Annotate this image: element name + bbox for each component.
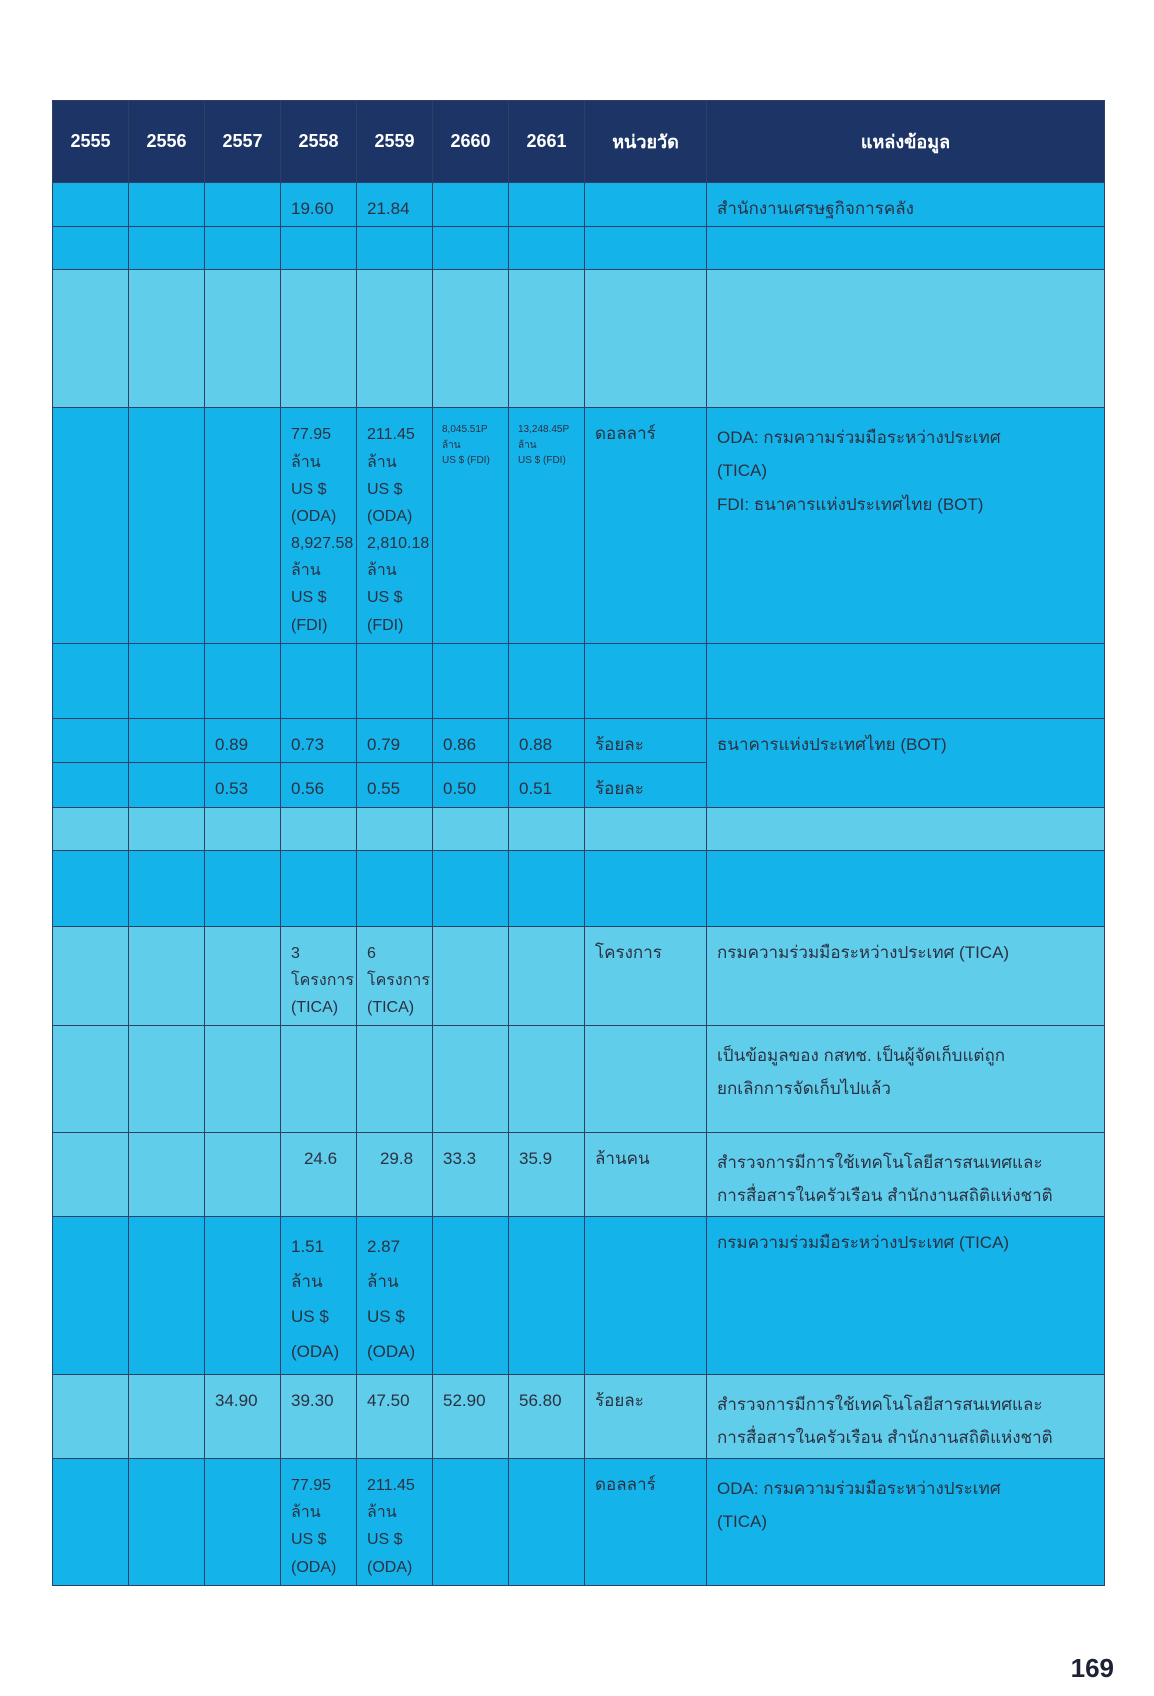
table-cell <box>357 850 433 926</box>
table-cell <box>205 1026 281 1133</box>
table-cell <box>53 1133 129 1217</box>
header-row <box>53 101 1105 183</box>
table-cell: 29.8 <box>357 1133 433 1217</box>
table-cell <box>585 1217 707 1374</box>
table-cell <box>205 1133 281 1217</box>
table-cell <box>707 270 1105 408</box>
table-cell <box>433 926 509 1026</box>
table-cell: 0.56 <box>281 763 357 807</box>
table-cell <box>433 183 509 227</box>
table-cell <box>129 1459 205 1586</box>
header-source: แหล่งข้อมูล <box>707 101 1105 183</box>
table-row <box>53 643 1105 718</box>
header-year-2661: 2661 <box>509 101 585 183</box>
table-cell <box>205 1459 281 1586</box>
table-cell: 21.84 <box>357 183 433 227</box>
table-cell <box>53 1374 129 1458</box>
table-cell: 77.95 ล้าน US $ (ODA) <box>281 1459 357 1586</box>
table-cell: 56.80 <box>509 1374 585 1458</box>
table-cell: 0.89 <box>205 718 281 762</box>
table-row <box>53 227 1105 270</box>
table-cell <box>509 807 585 850</box>
table-cell: 35.9 <box>509 1133 585 1217</box>
table-cell <box>129 227 205 270</box>
table-cell <box>129 270 205 408</box>
table-cell <box>707 850 1105 926</box>
header-unit: หน่วยวัด <box>585 101 707 183</box>
table-cell: ดอลลาร์ <box>585 1459 707 1586</box>
table-cell <box>585 1026 707 1133</box>
table-cell <box>129 926 205 1026</box>
table-cell <box>205 270 281 408</box>
table-cell: 0.53 <box>205 763 281 807</box>
table-cell <box>53 643 129 718</box>
table-cell <box>509 926 585 1026</box>
table-cell <box>53 850 129 926</box>
header-year-2555: 2555 <box>53 101 129 183</box>
table-cell <box>281 1026 357 1133</box>
table-cell <box>433 1217 509 1374</box>
table-cell <box>509 1459 585 1586</box>
table-row <box>53 850 1105 926</box>
table-cell: ร้อยละ <box>585 1374 707 1458</box>
table-body <box>53 183 1105 1586</box>
table-cell <box>433 850 509 926</box>
table-cell: ODA: กรมความร่วมมือระหว่างประเทศ (TICA) <box>707 1459 1105 1586</box>
table-cell <box>585 850 707 926</box>
table-cell <box>129 763 205 807</box>
table-cell <box>205 227 281 270</box>
table-cell <box>53 807 129 850</box>
table-cell: กรมความร่วมมือระหว่างประเทศ (TICA) <box>707 1217 1105 1374</box>
table-cell: ดอลลาร์ <box>585 408 707 644</box>
table-cell <box>281 227 357 270</box>
table-cell: 211.45 ล้าน US $ (ODA) <box>357 1459 433 1586</box>
table-row <box>53 1026 1105 1133</box>
table-cell: สำรวจการมีการใช้เทคโนโลยีสารสนเทศและ การสื่อสารในครัวเรือน สำนักงานสถิติแห่งชาติ <box>707 1374 1105 1458</box>
table-cell: 24.6 <box>281 1133 357 1217</box>
table-cell: 47.50 <box>357 1374 433 1458</box>
table-row <box>53 1133 1105 1217</box>
table-cell <box>433 1026 509 1133</box>
table-cell <box>509 1217 585 1374</box>
table-cell: 6 โครงการ (TICA) <box>357 926 433 1026</box>
table-cell <box>129 1026 205 1133</box>
table-cell: 13,248.45P ล้าน US $ (FDI) <box>509 408 585 644</box>
table-cell <box>53 1459 129 1586</box>
table-row <box>53 926 1105 1026</box>
table-cell <box>433 643 509 718</box>
table-cell <box>585 643 707 718</box>
table-cell <box>433 1459 509 1586</box>
table-cell: 0.79 <box>357 718 433 762</box>
table-cell: 0.51 <box>509 763 585 807</box>
table-cell <box>281 270 357 408</box>
table-cell <box>707 227 1105 270</box>
table-cell <box>281 807 357 850</box>
table-cell: สำนักงานเศรษฐกิจการคลัง <box>707 183 1105 227</box>
table-cell <box>433 227 509 270</box>
table-cell: 0.86 <box>433 718 509 762</box>
table-cell <box>707 643 1105 718</box>
table-cell: เป็นข้อมูลของ กสทช. เป็นผู้จัดเก็บแต่ถูก ยกเลิกการจัดเก็บไปแล้ว <box>707 1026 1105 1133</box>
table-row <box>53 807 1105 850</box>
table-cell <box>205 926 281 1026</box>
header-year-2660: 2660 <box>433 101 509 183</box>
table-row <box>53 1217 1105 1374</box>
table-cell: กรมความร่วมมือระหว่างประเทศ (TICA) <box>707 926 1105 1026</box>
table-cell <box>205 643 281 718</box>
table-cell <box>53 227 129 270</box>
table-cell: ODA: กรมความร่วมมือระหว่างประเทศ (TICA) FDI: ธนาคารแห่งประเทศไทย (BOT) <box>707 408 1105 644</box>
table-cell <box>205 807 281 850</box>
table-row <box>53 718 1105 762</box>
table-cell: 52.90 <box>433 1374 509 1458</box>
table-cell: โครงการ <box>585 926 707 1026</box>
table-cell <box>53 183 129 227</box>
table-cell <box>205 183 281 227</box>
table-cell: ธนาคารแห่งประเทศไทย (BOT) <box>707 718 1105 807</box>
table-cell <box>433 807 509 850</box>
table-cell <box>129 718 205 762</box>
table-cell <box>707 807 1105 850</box>
table-cell: ร้อยละ <box>585 763 707 807</box>
table-cell <box>509 227 585 270</box>
table-cell <box>433 270 509 408</box>
table-cell <box>357 1026 433 1133</box>
table-cell <box>357 270 433 408</box>
table-cell <box>129 850 205 926</box>
table-cell <box>129 1217 205 1374</box>
table-cell <box>281 850 357 926</box>
table-cell <box>585 183 707 227</box>
table-cell <box>205 850 281 926</box>
table-cell: ล้านคน <box>585 1133 707 1217</box>
table-cell <box>585 807 707 850</box>
table-cell <box>585 227 707 270</box>
table-cell: ร้อยละ <box>585 718 707 762</box>
table-cell <box>53 1026 129 1133</box>
table-row <box>53 270 1105 408</box>
table-row <box>53 1374 1105 1458</box>
table-cell <box>129 408 205 644</box>
table-cell: 3 โครงการ (TICA) <box>281 926 357 1026</box>
table-cell <box>357 227 433 270</box>
table-cell <box>357 807 433 850</box>
table-cell <box>53 763 129 807</box>
header-year-2559: 2559 <box>357 101 433 183</box>
table-cell <box>509 643 585 718</box>
table-cell <box>53 408 129 644</box>
table-cell <box>53 926 129 1026</box>
table-cell: 39.30 <box>281 1374 357 1458</box>
table-row <box>53 408 1105 644</box>
table-cell: 0.88 <box>509 718 585 762</box>
page-number: 169 <box>1070 1653 1114 1683</box>
table-cell: 1.51 ล้าน US $ (ODA) <box>281 1217 357 1374</box>
table-cell <box>129 1133 205 1217</box>
table-cell <box>509 1026 585 1133</box>
table-cell: 8,045.51P ล้าน US $ (FDI) <box>433 408 509 644</box>
table-cell: 0.73 <box>281 718 357 762</box>
table-cell: 33.3 <box>433 1133 509 1217</box>
table-cell: 0.55 <box>357 763 433 807</box>
table-cell: 34.90 <box>205 1374 281 1458</box>
table-cell: 77.95 ล้าน US $ (ODA) 8,927.58 ล้าน US $ (FDI) <box>281 408 357 644</box>
table-cell <box>585 270 707 408</box>
table-row <box>53 1459 1105 1586</box>
table-cell: สำรวจการมีการใช้เทคโนโลยีสารสนเทศและ การสื่อสารในครัวเรือน สำนักงานสถิติแห่งชาติ <box>707 1133 1105 1217</box>
data-table <box>52 100 1105 1586</box>
table-cell <box>357 643 433 718</box>
table-cell <box>205 408 281 644</box>
table-cell: 2.87 ล้าน US $ (ODA) <box>357 1217 433 1374</box>
table-cell <box>129 183 205 227</box>
header-year-2557: 2557 <box>205 101 281 183</box>
table-cell <box>509 850 585 926</box>
table-cell: 0.50 <box>433 763 509 807</box>
table-cell <box>281 643 357 718</box>
table-cell <box>205 1217 281 1374</box>
table-cell <box>129 643 205 718</box>
table-cell <box>53 1217 129 1374</box>
table-cell <box>53 270 129 408</box>
table-row <box>53 183 1105 227</box>
table-cell: 19.60 <box>281 183 357 227</box>
table-cell: 211.45 ล้าน US $ (ODA) 2,810.18 ล้าน US $ (FDI) <box>357 408 433 644</box>
header-year-2556: 2556 <box>129 101 205 183</box>
table-cell <box>509 183 585 227</box>
table-cell <box>129 1374 205 1458</box>
table-cell <box>129 807 205 850</box>
header-year-2558: 2558 <box>281 101 357 183</box>
table-cell <box>53 718 129 762</box>
table-cell <box>509 270 585 408</box>
